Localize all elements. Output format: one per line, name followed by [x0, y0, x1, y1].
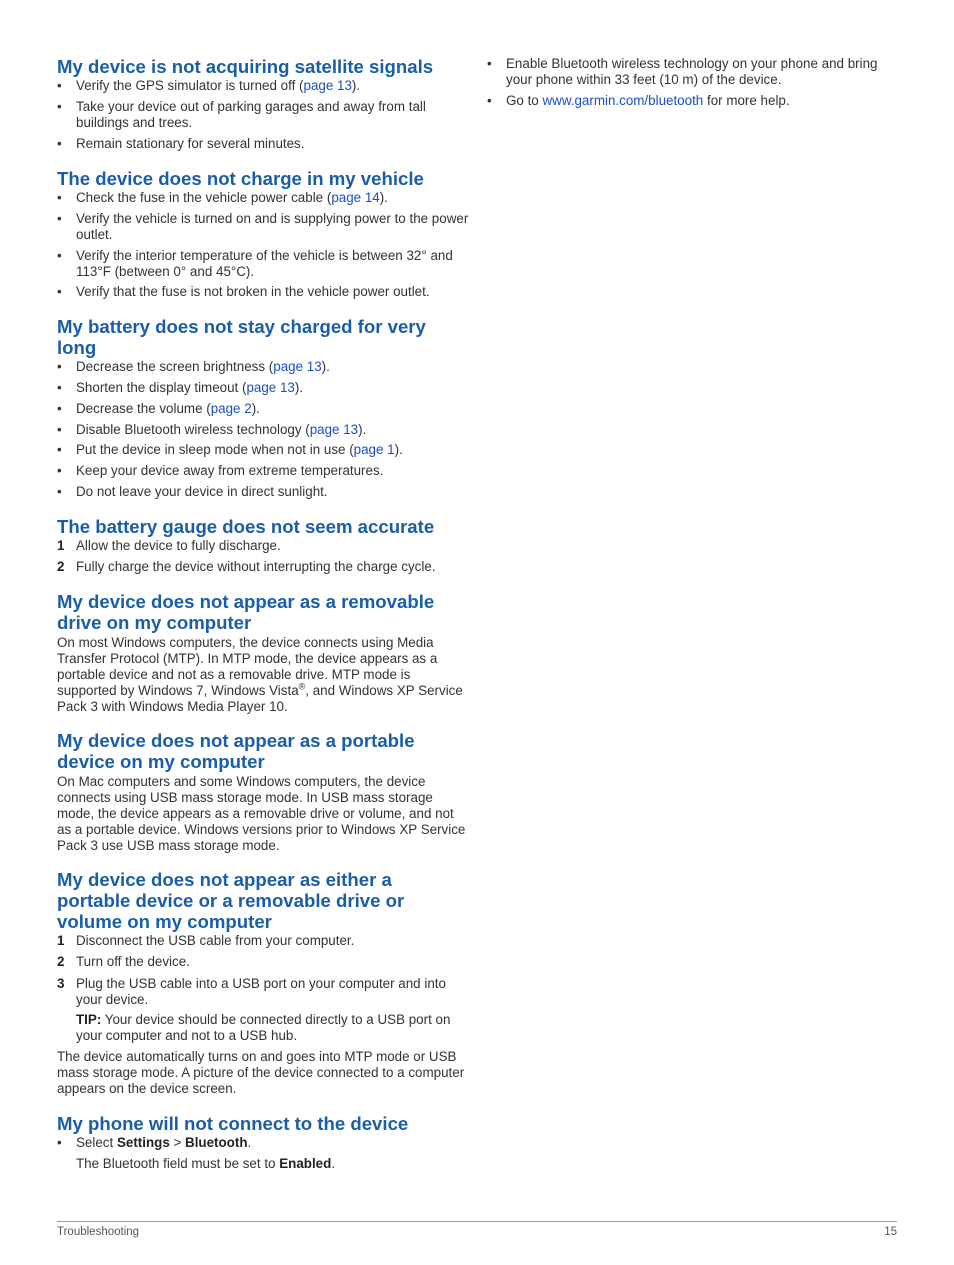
step-item: 1 Disconnect the USB cable from your computer.	[57, 933, 355, 948]
page-link[interactable]: page 13	[246, 380, 295, 395]
heading-battery-charge: My battery does not stay charged for very long	[57, 316, 426, 358]
list-item: • Decrease the screen brightness (page 13).	[57, 359, 330, 374]
page-link[interactable]: page 13	[273, 359, 322, 374]
list-item: • Go to www.garmin.com/bluetooth for more help.	[487, 93, 790, 108]
page-link[interactable]: page 14	[331, 190, 380, 205]
list-item: • Verify that the fuse is not broken in the vehicle power outlet.	[57, 284, 430, 299]
page-number: 15	[884, 1226, 897, 1238]
step-item: 3 Plug the USB cable into a USB port on your computer and into your device.	[57, 976, 446, 1007]
list-item: • Enable Bluetooth wireless technology on your phone and bring your phone within 33 feet (10 m) of the device.	[487, 56, 878, 87]
list-item: • Keep your device away from extreme temperatures.	[57, 463, 384, 478]
heading-phone-connect: My phone will not connect to the device	[57, 1113, 409, 1134]
list-item: • Verify the interior temperature of the vehicle is between 32° and 113°F (between 0° and 45°C).	[57, 248, 453, 279]
list-item: • Take your device out of parking garages and away from tall buildings and trees.	[57, 99, 426, 130]
heading-either-device: My device does not appear as either a portable device or a removable drive or volume on my computer	[57, 869, 405, 932]
page-link[interactable]: page 13	[303, 78, 352, 93]
list-item: • Disable Bluetooth wireless technology (page 13).	[57, 422, 367, 437]
heading-portable-device: My device does not appear as a portable device on my computer	[57, 730, 415, 772]
footer-section-name: Troubleshooting	[57, 1226, 140, 1238]
list-item: • Remain stationary for several minutes.	[57, 136, 305, 151]
heading-battery-gauge: The battery gauge does not seem accurate	[57, 516, 435, 537]
page-link[interactable]: page 13	[309, 422, 359, 437]
step-item: 2 Fully charge the device without interrupting the charge cycle.	[57, 559, 436, 574]
list-item: • Shorten the display timeout (page 13).	[57, 380, 304, 395]
list-item: • Verify the GPS simulator is turned off (page 13).	[57, 78, 361, 93]
list-item: • Do not leave your device in direct sunlight.	[57, 484, 328, 499]
heading-removable-drive: My device does not appear as a removable drive on my computer	[57, 591, 435, 633]
list-item: • Select Settings > Bluetooth.	[57, 1135, 252, 1150]
step-item: 1 Allow the device to fully discharge.	[57, 538, 281, 553]
heading-satellite-signals: My device is not acquiring satellite signals	[57, 56, 434, 77]
list-item: • Put the device in sleep mode when not in use (page 1).	[57, 442, 403, 457]
list-item: • Check the fuse in the vehicle power cable (page 14).	[57, 190, 388, 205]
page-link[interactable]: page 2	[210, 401, 252, 416]
page-link[interactable]: page 1	[353, 442, 395, 457]
paragraph: The device automatically turns on and goes into MTP mode or USB mass storage mode. A picture of the device connected to a computer appears on the device screen.	[57, 1049, 465, 1096]
garmin-bluetooth-link[interactable]: www.garmin.com/bluetooth	[542, 93, 704, 108]
list-item: • Decrease the volume (page 2).	[57, 401, 260, 416]
footer-divider	[57, 1221, 897, 1222]
list-item: • Verify the vehicle is turned on and is supplying power to the power outlet.	[57, 211, 469, 242]
paragraph: On Mac computers and some Windows computers, the device connects using USB mass storage mode. In USB mass storage mode, the device appears as a removable drive or volume, and not as a portable device. Windows versions prior to Windows XP Service Pack 3 use USB mass storage mode.	[57, 774, 466, 853]
heading-charge-vehicle: The device does not charge in my vehicle	[57, 168, 424, 189]
tip-note: TIP: Your device should be connected directly to a USB port on your computer and not to a USB hub.	[76, 1012, 451, 1043]
note: The Bluetooth field must be set to Enabled.	[76, 1156, 336, 1171]
paragraph: On most Windows computers, the device connects using Media Transfer Protocol (MTP). In MTP mode, the device appears as a portable device and not as a removable drive. MTP mode is supported by Windows 7, Windows Vista®, and Windows XP Service Pack 3 with Windows Media Player 10.	[57, 635, 463, 714]
step-item: 2 Turn off the device.	[57, 954, 190, 969]
